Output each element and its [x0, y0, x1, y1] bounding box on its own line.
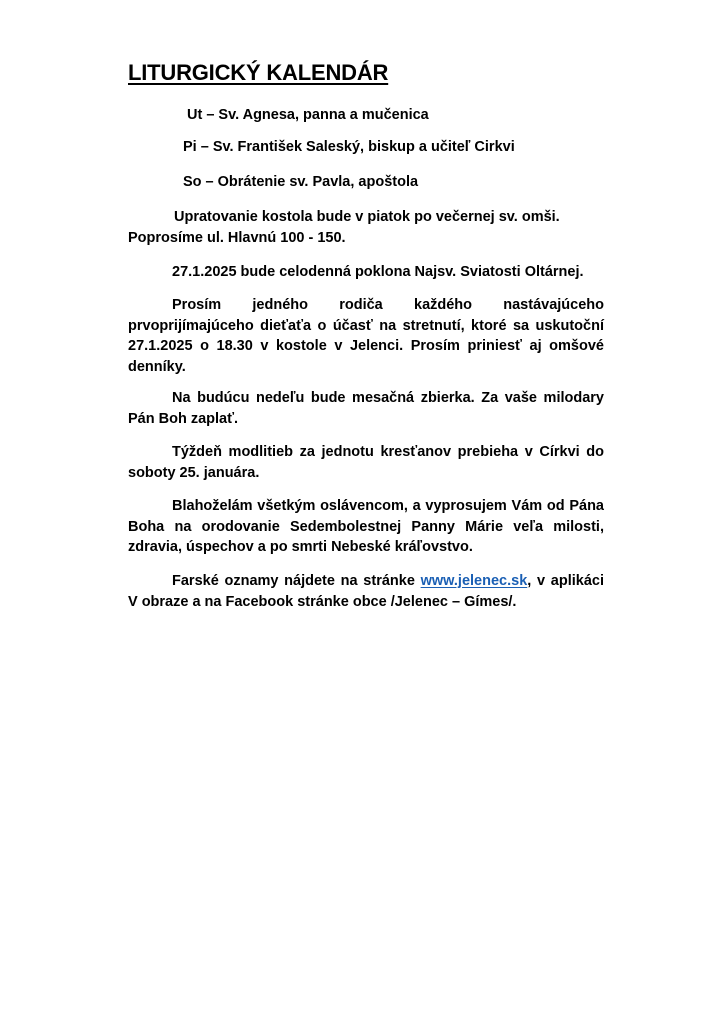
- paragraph-collection: [128, 388, 604, 429]
- paragraph-congratulations-text: Blahoželám všetkým oslávencom, a vyprosujem Vám od Pána Boha na orodovanie Sedembolestnej Panny Márie veľa milosti, zdravia, úspechov a po smrti Nebeské kráľovstvo.: [128, 498, 604, 555]
- calendar-entry-saturday: So – Obrátenie sv. Pavla, apoštola: [183, 174, 419, 190]
- paragraph-cleaning-text: Upratovanie kostola bude v piatok po večernej sv. omši. Poprosíme ul. Hlavnú 100 - 150.: [128, 209, 560, 246]
- paragraph-parents-meeting: [128, 295, 604, 377]
- page-title: LITURGICKÝ KALENDÁR: [128, 60, 389, 85]
- paragraph-prayer-week: [128, 442, 604, 483]
- paragraph-prayer-week-text: Týždeň modlitieb za jednotu kresťanov prebieha v Církvi do soboty 25. januára.: [128, 444, 604, 481]
- website-link[interactable]: www.jelenec.sk: [420, 573, 528, 589]
- calendar-entry-tuesday: Ut – Sv. Agnesa, panna a mučenica: [187, 107, 429, 123]
- paragraph-announcements: [128, 571, 604, 612]
- paragraph-collection-text: Na budúcu nedeľu bude mesačná zbierka. Za vaše milodary Pán Boh zaplať.: [128, 390, 604, 427]
- paragraph-parents-meeting-text: Prosím jedného rodiča každého nastávajúceho prvoprijímajúceho dieťaťa o účasť na stretnutí, ktoré sa uskutoční 27.1.2025 o 18.30 v kostole v Jelenci. Prosím priniesť aj omšové denníky.: [128, 297, 604, 375]
- paragraph-announcements-text-before: Farské oznamy nájdete na stránke: [172, 573, 421, 589]
- paragraph-cleaning: [128, 207, 604, 248]
- paragraph-adoration-text: 27.1.2025 bude celodenná poklona Najsv. Sviatosti Oltárnej.: [172, 264, 584, 280]
- paragraph-announcements-text-after: , v aplikáci V obraze a na Facebook stránke obce /Jelenec – Gímes/.: [128, 573, 604, 610]
- calendar-entry-friday: Pi – Sv. František Saleský, biskup a učiteľ Cirkvi: [183, 139, 515, 155]
- paragraph-adoration: [128, 262, 604, 283]
- paragraph-congratulations: [128, 496, 604, 558]
